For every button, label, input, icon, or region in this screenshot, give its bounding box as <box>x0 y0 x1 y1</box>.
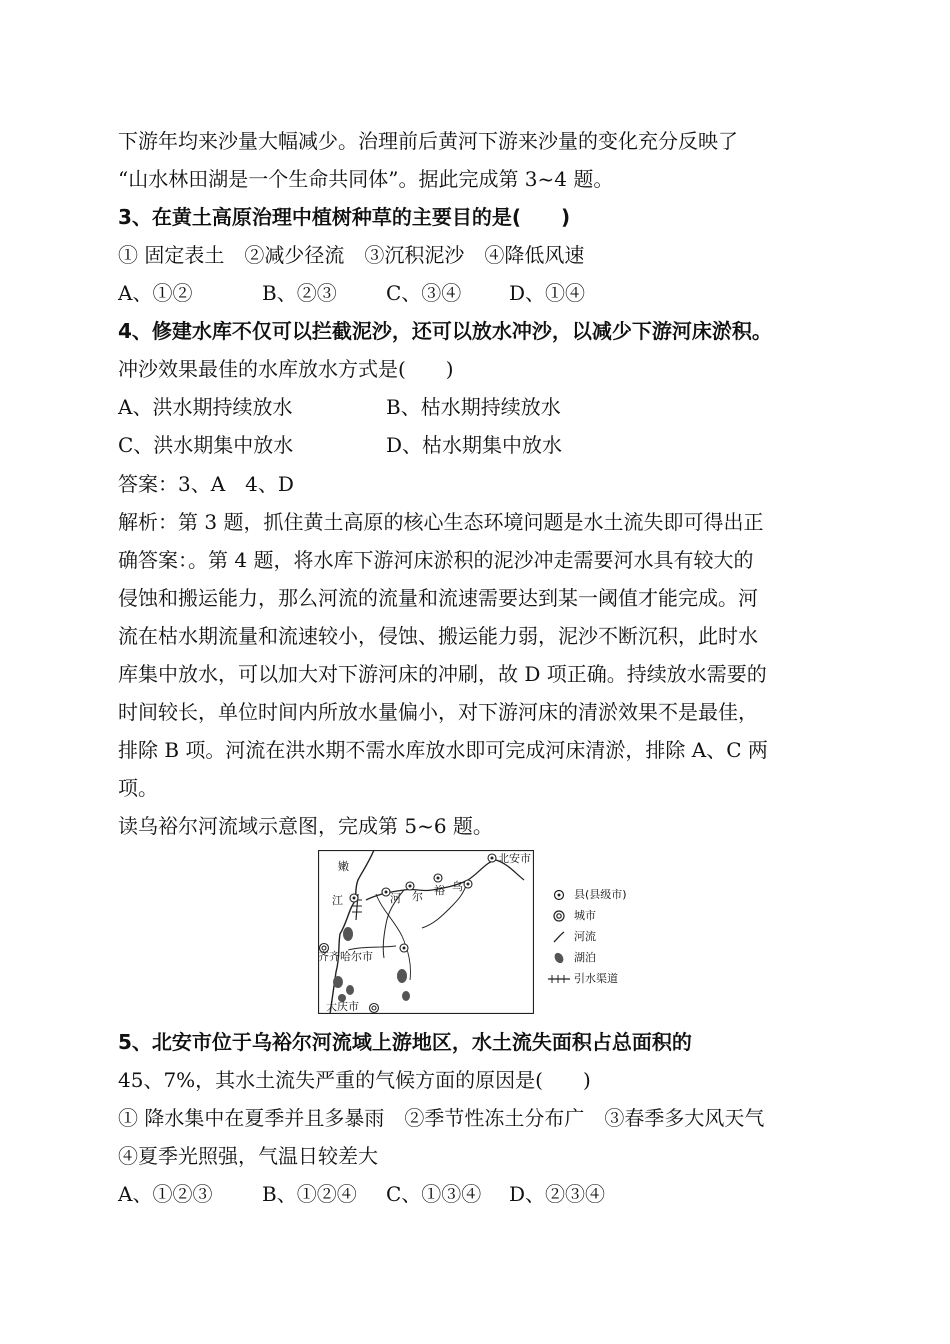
canal-legend-icon <box>548 972 570 986</box>
question-5-line2: 45、7%，其水土流失严重的气候方面的原因是( ) <box>118 1068 591 1092</box>
question-5-items: ① 降水集中在夏季并且多暴雨 ②季节性冻土分布广 ③春季多大风天气 <box>118 1106 765 1130</box>
map-label: 大庆市 <box>326 1000 359 1013</box>
map-label: 江 <box>332 894 343 907</box>
explanation-line: 流在枯水期流量和流速较小，侵蚀、搬运能力弱，泥沙不断沉积，此时水 <box>118 624 758 648</box>
legend-river: 河流 <box>574 930 596 943</box>
option-c: C、③④ <box>386 281 462 305</box>
option-b: B、①②④ <box>262 1182 357 1206</box>
question-4-line2: 冲沙效果最佳的水库放水方式是( ) <box>118 357 454 381</box>
option-c: C、①③④ <box>386 1182 482 1206</box>
city-legend-icon <box>552 909 566 923</box>
option-a: A、①②③ <box>118 1182 213 1206</box>
question-3: 3、在黄土高原治理中植树种草的主要目的是( ) <box>118 205 571 229</box>
legend-city: 城市 <box>574 909 596 922</box>
option-d: D、枯水期集中放水 <box>386 433 563 457</box>
explanation-line: 库集中放水，可以加大对下游河床的冲刷，故 D 项正确。持续放水需要的 <box>118 662 767 686</box>
lake <box>343 927 353 941</box>
reading-instruction: 读乌裕尔河流域示意图，完成第 5~6 题。 <box>118 814 493 838</box>
lake <box>402 991 410 1001</box>
option-a: A、洪水期持续放水 <box>118 395 293 419</box>
option-b: B、枯水期持续放水 <box>386 395 561 419</box>
question-3-items: ① 固定表土 ②减少径流 ③沉积泥沙 ④降低风速 <box>118 243 585 267</box>
question-4: 4、修建水库不仅可以拦截泥沙，还可以放水冲沙，以减少下游河床淤积。 <box>118 319 772 343</box>
question-5-items: ④夏季光照强，气温日较差大 <box>118 1144 378 1168</box>
explanation-line: 排除 B 项。河流在洪水期不需水库放水即可完成河床清淤，排除 A、C 两 <box>118 738 768 762</box>
map-label: 裕 <box>434 884 445 897</box>
river-legend-icon <box>552 930 566 944</box>
explanation-line: 时间较长，单位时间内所放水量偏小，对下游河床的清淤效果不是最佳， <box>118 700 758 724</box>
map-label: 齐齐哈尔市 <box>318 950 373 963</box>
option-a: A、①② <box>118 281 193 305</box>
lake <box>397 969 407 983</box>
option-c: C、洪水期集中放水 <box>118 433 294 457</box>
legend-county: 县(县级市) <box>574 888 627 901</box>
text-line: “山水林田湖是一个生命共同体”。据此完成第 3~4 题。 <box>118 167 614 191</box>
lake <box>333 976 343 988</box>
map-label: 尔 <box>412 890 423 903</box>
wuyur-river-basin-map <box>318 850 534 1014</box>
text-line: 下游年均来沙量大幅减少。治理前后黄河下游来沙量的变化充分反映了 <box>118 129 738 153</box>
lake <box>346 985 354 995</box>
question-5: 5、北安市位于乌裕尔河流域上游地区，水土流失面积占总面积的 <box>118 1030 692 1054</box>
explanation-line: 侵蚀和搬运能力，那么河流的流量和流速需要达到某一阈值才能完成。河 <box>118 586 758 610</box>
explanation-line: 确答案：。第 4 题，将水库下游河床淤积的泥沙冲走需要河水具有较大的 <box>118 548 754 572</box>
explanation-line: 解析：第 3 题，抓住黄土高原的核心生态环境问题是水土流失即可得出正 <box>118 510 764 534</box>
option-b: B、②③ <box>262 281 337 305</box>
county-legend-icon <box>552 888 566 902</box>
legend-lake: 湖泊 <box>574 951 596 964</box>
option-d: D、①④ <box>509 281 586 305</box>
option-d: D、②③④ <box>509 1182 606 1206</box>
lake-legend-icon <box>552 951 566 965</box>
answer: 答案：3、A 4、D <box>118 472 294 496</box>
map-label: 嫩 <box>338 860 349 873</box>
map-label: 北安市 <box>498 852 531 865</box>
map-label: 乌 <box>452 880 463 893</box>
map-label: 河 <box>390 892 401 905</box>
explanation-line: 项。 <box>118 776 158 800</box>
legend-canal: 引水渠道 <box>574 972 618 985</box>
